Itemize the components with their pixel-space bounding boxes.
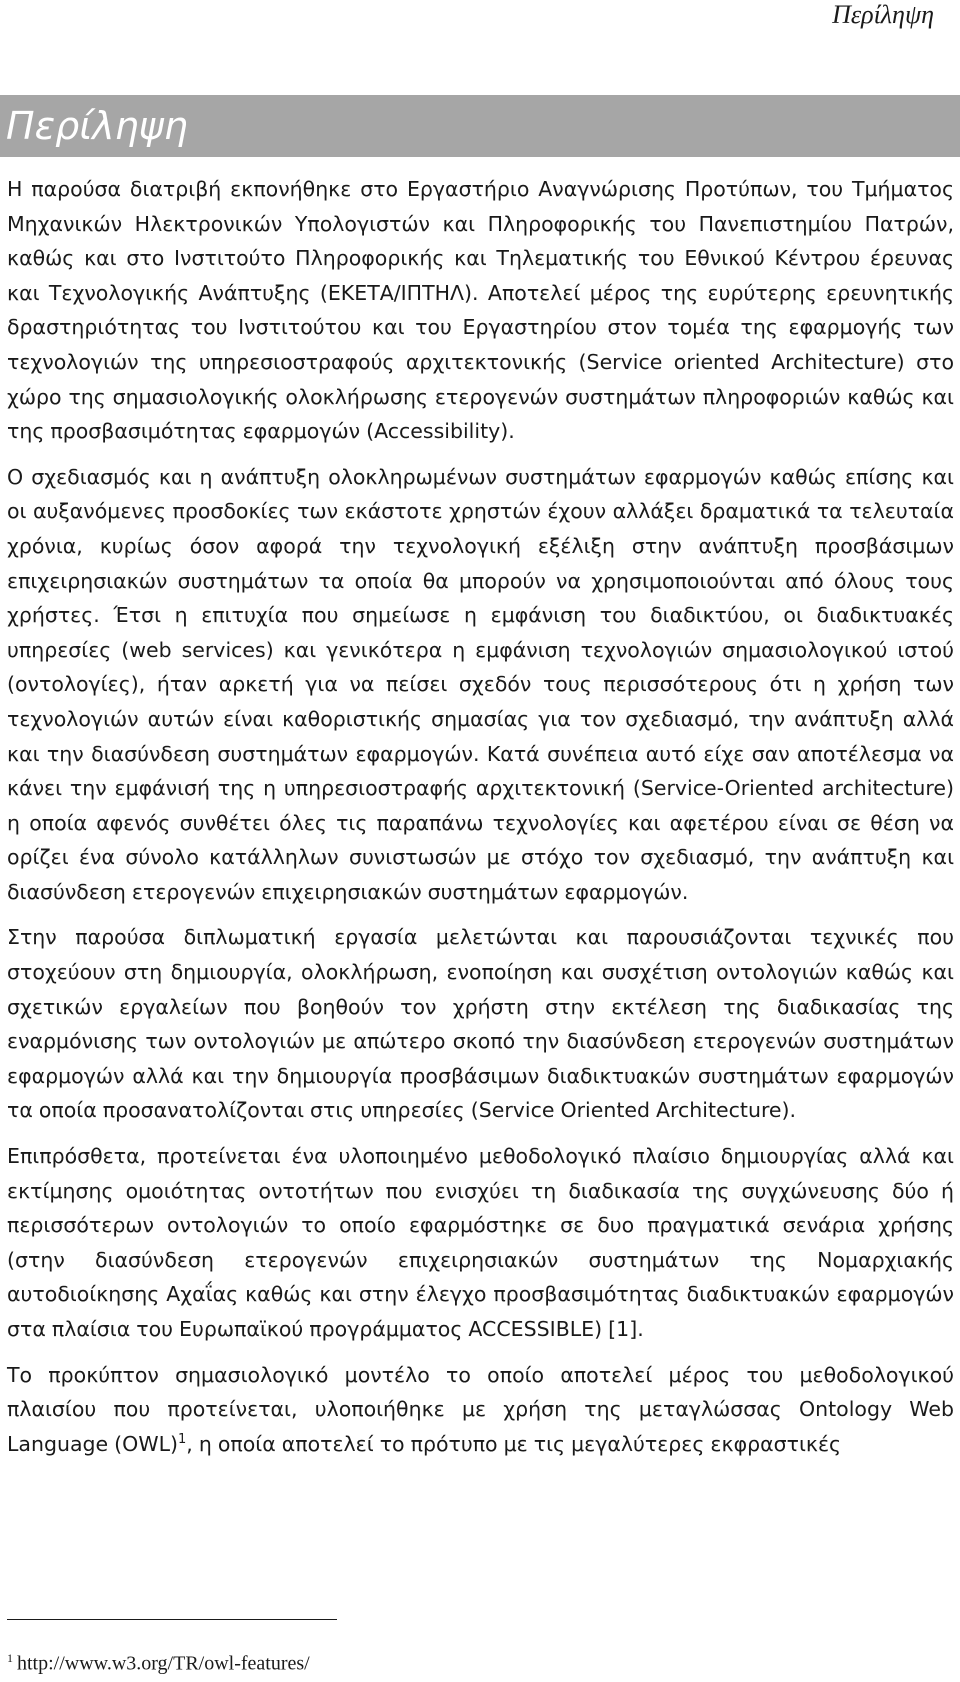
paragraph-1: Η παρούσα διατριβή εκπονήθηκε στο Εργαστήριο Αναγνώρισης Προτύπων, του Τμήματος Μηχανικών Ηλεκτρονικών Υπολογιστών και Πληροφορικής του Πανεπιστημίου Πατρών, καθώς και στο Ινστιτούτο Πληροφορικής και Τηλεματικής του Εθνικού Κέντρου έρευνας και Τεχνολογικής Ανάπτυξης (ΕΚΕΤΑ/ΙΠΤΗΛ). Αποτελεί μέρος της ευρύτερης ερευνητικής δραστηριότητας του Ινστιτούτου και του Εργαστηρίου στον τομέα της εφαρμογής των τεχνολογιών της υπηρεσιοστραφούς αρχιτεκτονικής (Service oriented Architecture) στο χώρο της σημασιολογικής ολοκλήρωσης ετερογενών συστημάτων πληροφοριών καθώς και της προσβασιμότητας εφαρμογών (Accessibility). [7,177,954,444]
body-text [7,172,954,1472]
paragraph-4: Επιπρόσθετα, προτείνεται ένα υλοποιημένο μεθοδολογικό πλαίσιο δημιουργίας αλλά και εκτίμησης ομοιότητας οντοτήτων που ενισχύει τη διαδικασία της συγχώνευσης δύο ή περισσότερων οντολογιών το οποίο εφαρμόστηκε σε δυο πραγματικά σενάρια χρήσης (στην διασύνδεση ετερογενών επιχειρησιακών συστημάτων της Νομαρχιακής αυτοδιοίκησης Αχαΐας καθώς και στην έλεγχο προσβασιμότητας διαδικτυακών εφαρμογών στα πλαίσια του Ευρωπαϊκού προγράμματος ACCESSIBLE) [1]. [7,1144,954,1341]
paragraph-5-text-start: Το προκύπτον σημασιολογικό μοντέλο το οποίο αποτελεί μέρος του μεθοδολογικού πλαισίου που προτείνεται, υλοποιήθηκε με χρήση της μεταγλώσσας Ontology Web Language (OWL) [7,1362,954,1456]
paragraph-5 [7,1358,954,1462]
paragraph-5-text-end: , η οποία αποτελεί το πρότυπο με τις μεγαλύτερες εκφραστικές [186,1431,842,1456]
paragraph-3: Στην παρούσα διπλωματική εργασία μελετώνται και παρουσιάζονται τεχνικές που στοχεύουν στη δημιουργία, ολοκλήρωση, ενοποίηση και συσχέτιση οντολογιών καθώς και σχετικών εργαλείων που βοηθούν τον χρήστη στην εκτέλεση της διαδικασίας της εναρμόνισης των οντολογιών με απώτερο σκοπό την διασύνδεση ετερογενών συστημάτων εφαρμογών αλλά και την δημιουργία προσβάσιμων διαδικτυακών συστημάτων εφαρμογών τα οποία προσανατολίζονται στις υπηρεσίες (Service Oriented Architecture). [7,925,954,1123]
footnote-url: http://www.w3.org/TR/owl-features/ [17,1652,310,1675]
section-banner [0,95,960,157]
footnote [7,1645,310,1677]
footnote-reference: 1 [178,1431,187,1447]
section-title: Περίληψη [6,104,188,148]
footnote-marker: 1 [7,1651,13,1665]
running-header: Περίληψη [832,0,934,29]
paragraph-2: Ο σχεδιασμός και η ανάπτυξη ολοκληρωμένων συστημάτων εφαρμογών καθώς επίσης και οι αυξανόμενες προσδοκίες των εκάστοτε χρηστών έχουν αλλάξει δραματικά τα τελευταία χρόνια, κυρίως όσον αφορά την τεχνολογική εξέλιξη στην ανάπτυξη προσβάσιμων επιχειρησιακών συστημάτων τα οποία θα μπορούν να χρησιμοποιούνται από όλους τους χρήστες. Έτσι η επιτυχία που σημείωσε η εμφάνιση του διαδικτύου, οι διαδικτυακές υπηρεσίες (web services) και γενικότερα η εμφάνιση τεχνολογιών σημασιολογικού ιστού (οντολογίες), ήταν αρκετή για να πείσει σχεδόν τους περισσότερους ότι η χρήση των τεχνολογιών αυτών είναι καθοριστικής σημασίας για τον σχεδιασμό, την ανάπτυξη αλλά και την διασύνδεση συστημάτων εφαρμογών. Κατά συνέπεια αυτό είχε σαν αποτέλεσμα να κάνει την εμφάνισή της η υπηρεσιοστραφής αρχιτεκτονική (Service-Oriented architecture) η οποία αφενός συνθέτει όλες τις παραπάνω τεχνολογίες και αφετέρου είναι σε θέση να ορίζει ένα σύνολο κατάλληλων συνιστωσών με στόχο τον σχεδιασμό, την ανάπτυξη και διασύνδεση ετερογενών επιχειρησιακών συστημάτων εφαρμογών. [7,464,954,904]
footnote-divider [7,1619,337,1620]
